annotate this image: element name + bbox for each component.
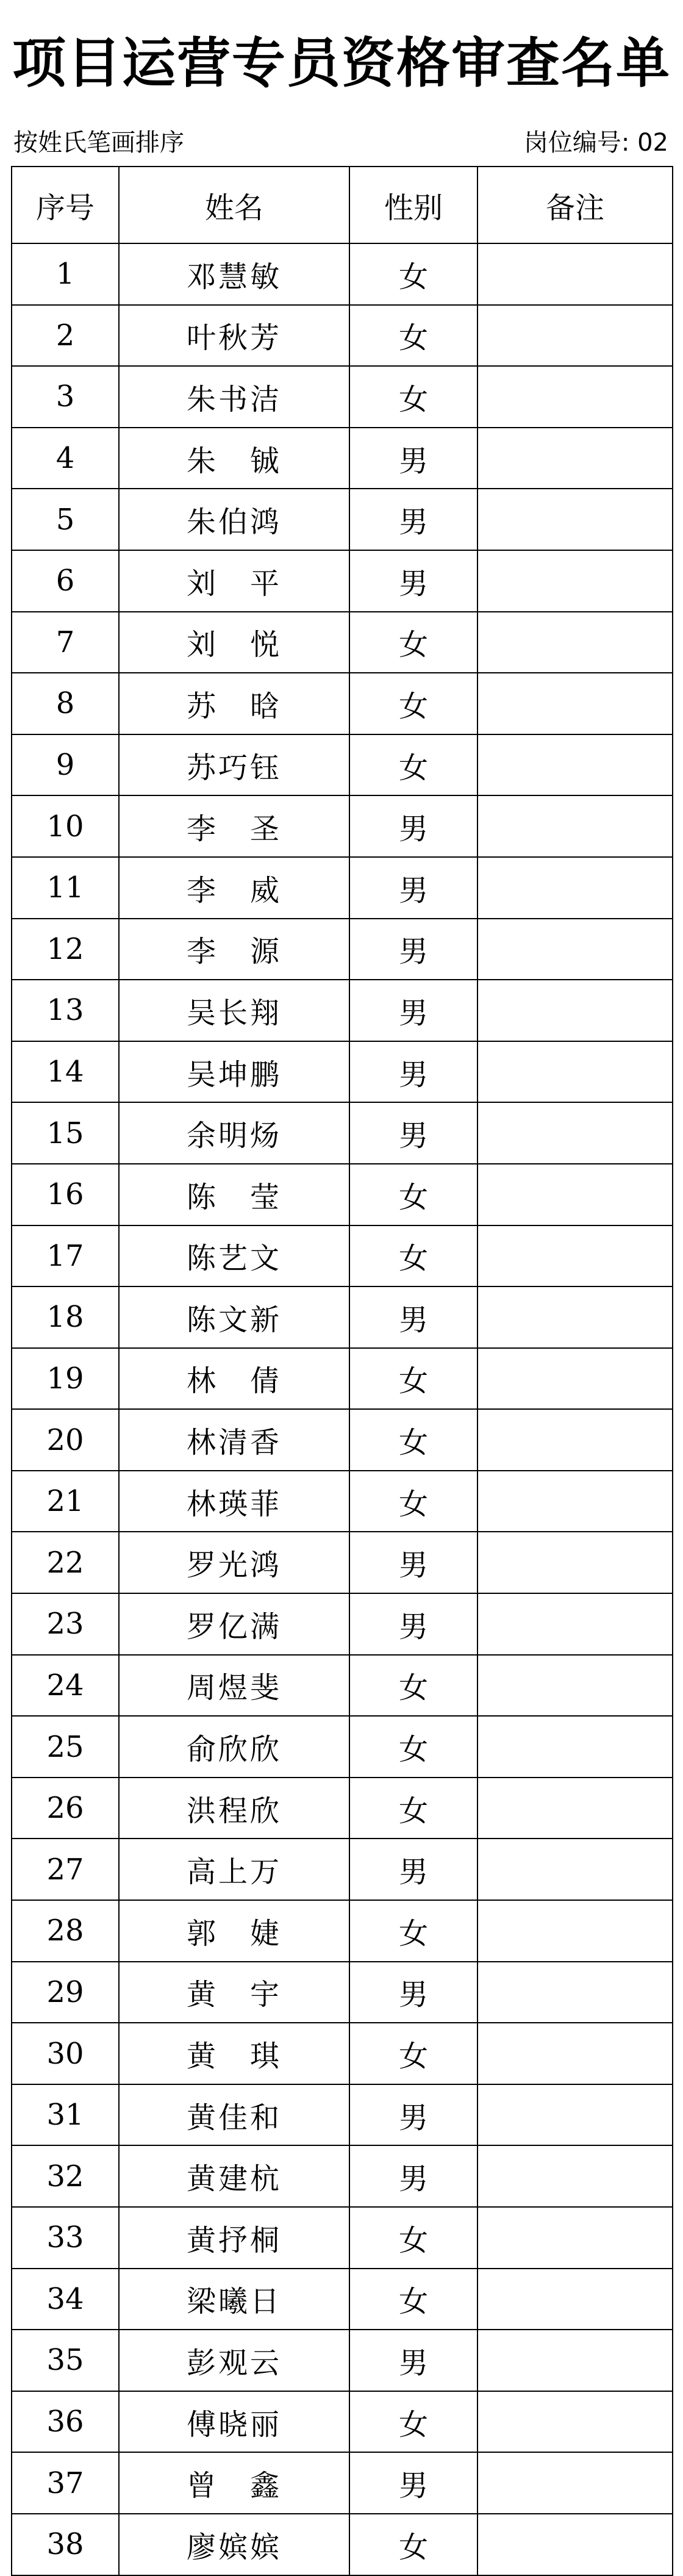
row-remarks	[477, 1532, 673, 1593]
row-remarks	[477, 1102, 673, 1164]
table-row	[12, 1532, 673, 1593]
table-row	[12, 2084, 673, 2146]
row-name: 叶秋芳	[119, 305, 349, 367]
row-number: 35	[12, 2330, 119, 2391]
row-number: 11	[12, 857, 119, 919]
row-gender: 男	[349, 919, 477, 980]
table-row	[12, 2269, 673, 2330]
row-gender: 女	[349, 1348, 477, 1410]
row-number: 37	[12, 2452, 119, 2514]
row-remarks	[477, 550, 673, 612]
row-number: 7	[12, 612, 119, 673]
row-name: 陈文新	[119, 1286, 349, 1348]
row-number: 30	[12, 2023, 119, 2084]
row-name: 周煜斐	[119, 1655, 349, 1717]
row-remarks	[477, 1900, 673, 1962]
row-number: 16	[12, 1164, 119, 1225]
row-gender: 女	[349, 305, 477, 367]
table-row	[12, 1471, 673, 1532]
row-remarks	[477, 1348, 673, 1410]
subheader-bar	[11, 115, 672, 166]
row-gender: 男	[349, 1593, 477, 1655]
table-row	[12, 1655, 673, 1717]
table-row	[12, 2207, 673, 2269]
row-name: 高上万	[119, 1839, 349, 1900]
sort-note: 按姓氏笔画排序	[13, 128, 184, 157]
row-gender: 女	[349, 1471, 477, 1532]
row-number: 10	[12, 795, 119, 857]
row-gender: 女	[349, 1778, 477, 1839]
table-row	[12, 1593, 673, 1655]
row-remarks	[477, 1778, 673, 1839]
row-gender: 男	[349, 1532, 477, 1593]
row-gender: 男	[349, 2452, 477, 2514]
table-row	[12, 489, 673, 550]
row-name: 朱书洁	[119, 366, 349, 428]
row-gender: 男	[349, 428, 477, 489]
table-row	[12, 980, 673, 1041]
row-remarks	[477, 857, 673, 919]
table-row	[12, 1286, 673, 1348]
row-name: 郭 婕	[119, 1900, 349, 1962]
table-row	[12, 1041, 673, 1103]
row-remarks	[477, 919, 673, 980]
row-name: 李 源	[119, 919, 349, 980]
row-gender: 女	[349, 1900, 477, 1962]
table-row	[12, 1716, 673, 1778]
row-name: 苏 晗	[119, 673, 349, 734]
table-row	[12, 243, 673, 305]
row-remarks	[477, 1471, 673, 1532]
row-gender: 男	[349, 489, 477, 550]
row-remarks	[477, 1286, 673, 1348]
table-row	[12, 1348, 673, 1410]
row-number: 2	[12, 305, 119, 367]
row-remarks	[477, 980, 673, 1041]
row-remarks	[477, 673, 673, 734]
row-remarks	[477, 2145, 673, 2207]
table-row	[12, 1962, 673, 2023]
table-row	[12, 734, 673, 796]
table-row	[12, 919, 673, 980]
row-gender: 女	[349, 2023, 477, 2084]
row-name: 傅晓丽	[119, 2391, 349, 2453]
row-gender: 男	[349, 2145, 477, 2207]
row-name: 李 圣	[119, 795, 349, 857]
row-number: 38	[12, 2514, 119, 2575]
row-number: 4	[12, 428, 119, 489]
table-row	[12, 795, 673, 857]
row-gender: 男	[349, 980, 477, 1041]
row-number: 6	[12, 550, 119, 612]
row-number: 12	[12, 919, 119, 980]
row-gender: 男	[349, 1286, 477, 1348]
row-gender: 男	[349, 795, 477, 857]
header-remarks: 备注	[477, 167, 673, 243]
row-name: 罗亿满	[119, 1593, 349, 1655]
row-gender: 女	[349, 2514, 477, 2575]
row-remarks	[477, 612, 673, 673]
row-number: 24	[12, 1655, 119, 1717]
row-number: 1	[12, 243, 119, 305]
row-number: 3	[12, 366, 119, 428]
row-name: 李 威	[119, 857, 349, 919]
row-remarks	[477, 2514, 673, 2575]
row-remarks	[477, 489, 673, 550]
row-gender: 男	[349, 1041, 477, 1103]
table-row	[12, 305, 673, 367]
row-gender: 男	[349, 2330, 477, 2391]
row-gender: 女	[349, 243, 477, 305]
row-name: 陈艺文	[119, 1225, 349, 1287]
row-number: 32	[12, 2145, 119, 2207]
row-number: 26	[12, 1778, 119, 1839]
table-row	[12, 428, 673, 489]
row-remarks	[477, 1041, 673, 1103]
row-number: 27	[12, 1839, 119, 1900]
row-name: 吴坤鹏	[119, 1041, 349, 1103]
row-name: 曾 鑫	[119, 2452, 349, 2514]
row-remarks	[477, 2391, 673, 2453]
row-gender: 男	[349, 1962, 477, 2023]
row-remarks	[477, 2023, 673, 2084]
row-number: 23	[12, 1593, 119, 1655]
row-name: 邓慧敏	[119, 243, 349, 305]
document-title: 项目运营专员资格审查名单	[12, 31, 671, 95]
row-remarks	[477, 734, 673, 796]
row-name: 罗光鸿	[119, 1532, 349, 1593]
row-number: 25	[12, 1716, 119, 1778]
table-body	[12, 243, 673, 2575]
row-gender: 女	[349, 366, 477, 428]
row-number: 19	[12, 1348, 119, 1410]
row-name: 洪程欣	[119, 1778, 349, 1839]
row-remarks	[477, 2330, 673, 2391]
row-remarks	[477, 1716, 673, 1778]
row-remarks	[477, 1962, 673, 2023]
table-row	[12, 366, 673, 428]
position-code: 岗位编号: 02	[523, 128, 668, 157]
row-remarks	[477, 1593, 673, 1655]
header-gender: 性别	[349, 167, 477, 243]
row-gender: 男	[349, 1839, 477, 1900]
row-gender: 男	[349, 550, 477, 612]
row-gender: 女	[349, 2207, 477, 2269]
row-name: 黄建杭	[119, 2145, 349, 2207]
row-name: 苏巧钰	[119, 734, 349, 796]
row-name: 陈 莹	[119, 1164, 349, 1225]
row-gender: 女	[349, 673, 477, 734]
row-name: 刘 平	[119, 550, 349, 612]
table-row	[12, 550, 673, 612]
row-remarks	[477, 1225, 673, 1287]
table-row	[12, 857, 673, 919]
table-row	[12, 2330, 673, 2391]
row-remarks	[477, 1409, 673, 1471]
row-number: 33	[12, 2207, 119, 2269]
row-name: 黄佳和	[119, 2084, 349, 2146]
table-row	[12, 1102, 673, 1164]
row-number: 28	[12, 1900, 119, 1962]
row-remarks	[477, 2084, 673, 2146]
candidate-table	[11, 166, 673, 2576]
row-remarks	[477, 1164, 673, 1225]
row-remarks	[477, 305, 673, 367]
row-number: 22	[12, 1532, 119, 1593]
row-gender: 男	[349, 2084, 477, 2146]
row-number: 14	[12, 1041, 119, 1103]
row-number: 5	[12, 489, 119, 550]
row-name: 余明炀	[119, 1102, 349, 1164]
table-row	[12, 1839, 673, 1900]
row-number: 17	[12, 1225, 119, 1287]
row-number: 18	[12, 1286, 119, 1348]
row-gender: 女	[349, 612, 477, 673]
row-gender: 女	[349, 1409, 477, 1471]
row-name: 刘 悦	[119, 612, 349, 673]
row-gender: 女	[349, 1716, 477, 1778]
table-header-row	[12, 167, 673, 243]
table-row	[12, 2023, 673, 2084]
table-row	[12, 673, 673, 734]
row-name: 林瑛菲	[119, 1471, 349, 1532]
row-gender: 女	[349, 1655, 477, 1717]
row-name: 俞欣欣	[119, 1716, 349, 1778]
table-row	[12, 1409, 673, 1471]
table-row	[12, 2514, 673, 2575]
table-row	[12, 2452, 673, 2514]
row-name: 黄抒桐	[119, 2207, 349, 2269]
row-remarks	[477, 243, 673, 305]
table-row	[12, 612, 673, 673]
header-no: 序号	[12, 167, 119, 243]
table-row	[12, 2145, 673, 2207]
row-name: 朱 铖	[119, 428, 349, 489]
row-name: 彭观云	[119, 2330, 349, 2391]
row-name: 黄 宇	[119, 1962, 349, 2023]
row-name: 吴长翔	[119, 980, 349, 1041]
row-gender: 女	[349, 2391, 477, 2453]
row-remarks	[477, 1655, 673, 1717]
row-number: 13	[12, 980, 119, 1041]
row-name: 林清香	[119, 1409, 349, 1471]
row-number: 29	[12, 1962, 119, 2023]
row-remarks	[477, 1839, 673, 1900]
row-name: 林 倩	[119, 1348, 349, 1410]
table-row	[12, 1900, 673, 1962]
table-row	[12, 2391, 673, 2453]
row-gender: 女	[349, 734, 477, 796]
row-number: 15	[12, 1102, 119, 1164]
row-remarks	[477, 366, 673, 428]
row-number: 9	[12, 734, 119, 796]
row-remarks	[477, 2269, 673, 2330]
row-number: 31	[12, 2084, 119, 2146]
row-number: 36	[12, 2391, 119, 2453]
header-name: 姓名	[119, 167, 349, 243]
table-row	[12, 1778, 673, 1839]
row-name: 黄 琪	[119, 2023, 349, 2084]
row-gender: 男	[349, 1102, 477, 1164]
row-gender: 男	[349, 857, 477, 919]
row-remarks	[477, 2452, 673, 2514]
row-remarks	[477, 428, 673, 489]
row-name: 廖嫔嫔	[119, 2514, 349, 2575]
row-gender: 女	[349, 1164, 477, 1225]
row-number: 20	[12, 1409, 119, 1471]
row-name: 朱伯鸿	[119, 489, 349, 550]
row-number: 21	[12, 1471, 119, 1532]
table-row	[12, 1225, 673, 1287]
row-gender: 女	[349, 2269, 477, 2330]
row-number: 34	[12, 2269, 119, 2330]
row-remarks	[477, 795, 673, 857]
row-remarks	[477, 2207, 673, 2269]
row-name: 梁曦日	[119, 2269, 349, 2330]
table-row	[12, 1164, 673, 1225]
row-gender: 女	[349, 1225, 477, 1287]
row-number: 8	[12, 673, 119, 734]
